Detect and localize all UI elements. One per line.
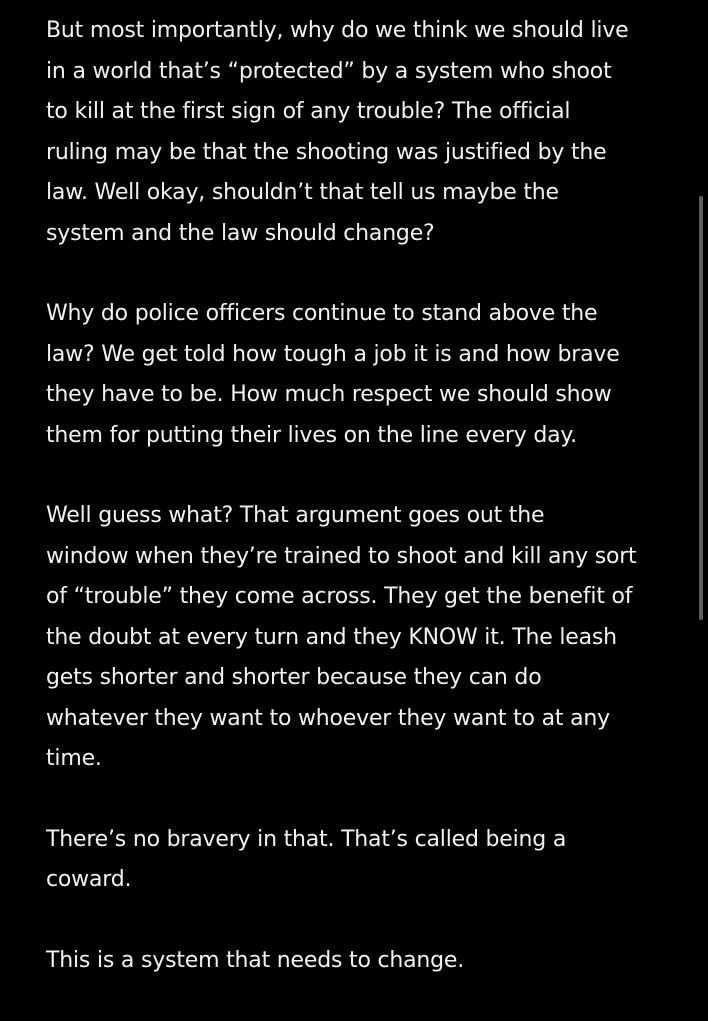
paragraph xyxy=(46,11,686,254)
article-body xyxy=(46,11,686,1021)
text-line: system and the law should change? xyxy=(46,220,435,246)
paragraph xyxy=(46,496,686,780)
text-line: coward. xyxy=(46,867,132,892)
paragraph xyxy=(46,941,686,982)
text-line: gets shorter and shorter because they can do xyxy=(46,665,542,690)
text-line: Why do police officers continue to stand above the xyxy=(46,301,598,326)
scrollbar-thumb[interactable] xyxy=(699,196,703,620)
text-line: whatever they want to whoever they want to at any xyxy=(46,705,610,731)
text-line: This is a system that needs to change. xyxy=(46,947,465,973)
text-line: them for putting their lives on the line every day. xyxy=(46,422,577,448)
text-line: law. Well okay, shouldn’t that tell us maybe the xyxy=(46,180,559,205)
text-line: law? We get told how tough a job it is and how brave xyxy=(46,341,620,367)
text-line: of “trouble” they come across. They get the benefit of xyxy=(46,584,633,609)
text-line: in a world that’s “protected” by a system who shoot xyxy=(46,58,612,84)
text-line: But most importantly, why do we think we should live xyxy=(46,18,629,43)
text-line: ruling may be that the shooting was justified by the xyxy=(46,139,607,165)
text-line: time. xyxy=(46,746,102,771)
text-line: to kill at the first sign of any trouble? The official xyxy=(46,99,571,124)
paragraph xyxy=(46,820,686,901)
text-line: the doubt at every turn and they KNOW it. The leash xyxy=(46,624,617,650)
paragraph xyxy=(46,294,686,456)
text-line: There’s no bravery in that. That’s called being a xyxy=(46,826,567,852)
text-line: Well guess what? That argument goes out the xyxy=(46,503,545,528)
text-line: window when they’re trained to shoot and kill any sort xyxy=(46,543,637,569)
text-line: they have to be. How much respect we should show xyxy=(46,382,612,407)
